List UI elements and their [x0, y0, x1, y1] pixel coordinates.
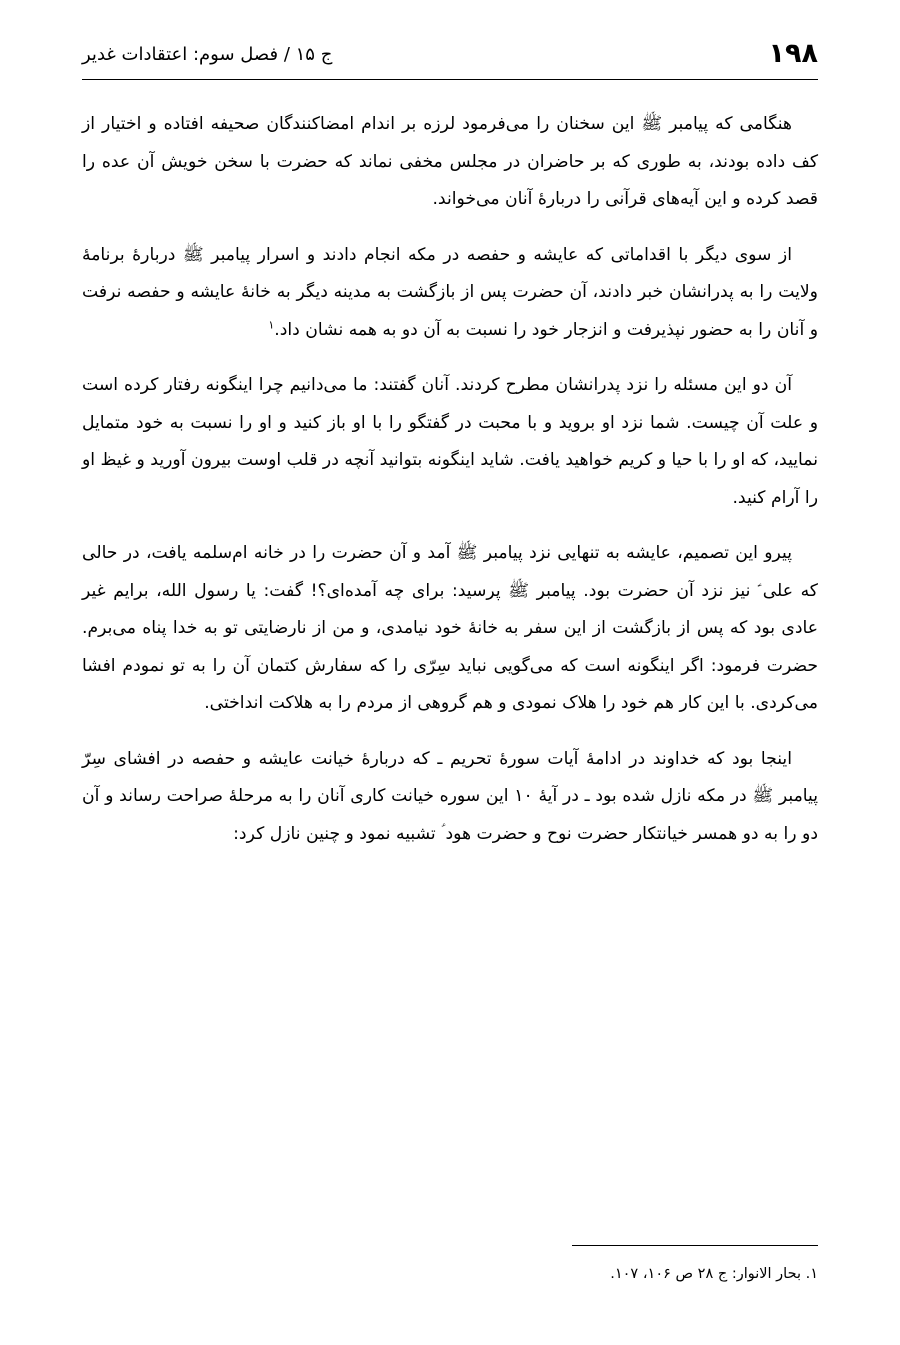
page-header: [82, 38, 818, 78]
header-divider: [82, 79, 818, 80]
footnote-divider: [572, 1245, 818, 1246]
paragraph-5: اینجا بود که خداوند در ادامۀ آیات سورۀ تحریم ـ که دربارۀ خیانت عایشه و حفصه در افشای سِرّ پیامبر ﷺ در مکه نازل شده بود ـ در آیۀ ۱۰ این سوره خیانت کاری آنان را به مرحلۀ صراحت رساند و آن دو را به دو همسر خیانتکار حضرت نوح و حضرت هود ؑ تشبیه نمود و چنین نازل کرد:: [82, 748, 818, 844]
paragraph-2: [82, 237, 818, 350]
paragraph-1: هنگامی که پیامبر ﷺ این سخنان را می‌فرمود لرزه بر اندام امضاکنندگان صحیفه افتاده و اختیار از کف داده بودند، به طوری که بر حاضران در مجلس مخفی نماند که حضرت با سخن خویش آن عده را قصد کرده و این آیه‌های قرآنی را دربارۀ آنان می‌خواند.: [82, 114, 818, 209]
paragraph-2-text: از سوی دیگر با اقداماتی که عایشه و حفصه در مکه انجام دادند و اسرار پیامبر ﷺ دربارۀ برنامۀ ولایت را به پدرانشان خبر دادند، آن حضرت پس از بازگشت به مدینه دیگر به خانۀ عایشه و حفصه نرفت و آنان را به حضور نپذیرفت و انزجار خود را نسبت به آن دو به همه نشان داد.: [82, 244, 818, 340]
main-text: [82, 106, 818, 871]
page-number: ۱۹۸: [768, 38, 818, 69]
paragraph-3: آن دو این مسئله را نزد پدرانشان مطرح کردند. آنان گفتند: ما می‌دانیم چرا اینگونه رفتار کرده است و علت آن چیست. شما نزد او بروید و با محبت در گفتگو را با او باز کنید و او را نسبت به خود متمایل نمایید، که او را با حیا و کریم خواهید یافت. شاید اینگونه بتوانید آنچه در قلب اوست بیرون آورید و غیظ او را آرام کنید.: [82, 375, 818, 508]
footnote: ۱. بحار الانوار: ج ۲۸ ص ۱۰۶، ۱۰۷.: [610, 1266, 818, 1282]
running-title: ج ۱۵ / فصل سوم: اعتقادات غدیر: [82, 44, 333, 65]
footnote-marker: ۱: [268, 317, 275, 331]
paragraph-4: پیرو این تصمیم، عایشه به تنهایی نزد پیامبر ﷺ آمد و آن حضرت را در خانه ام‌سلمه یافت، در حالی که علی ؑ نیز نزد آن حضرت بود. پیامبر ﷺ پرسید: برای چه آمده‌ای؟! گفت: یا رسول الله، برایم غیر عادی بود که پس از بازگشت از این سفر به خانۀ خود نیامدی، و من از نارضایتی تو به خدا پناه می‌برم. حضرت فرمود: اگر اینگونه است که می‌گویی نباید سِرّی را که سفارش کتمان آن را به تو نمودم افشا می‌کردی. با این کار هم خود را هلاک نمودی و هم گروهی از مردم را به هلاکت انداختی.: [82, 543, 818, 713]
